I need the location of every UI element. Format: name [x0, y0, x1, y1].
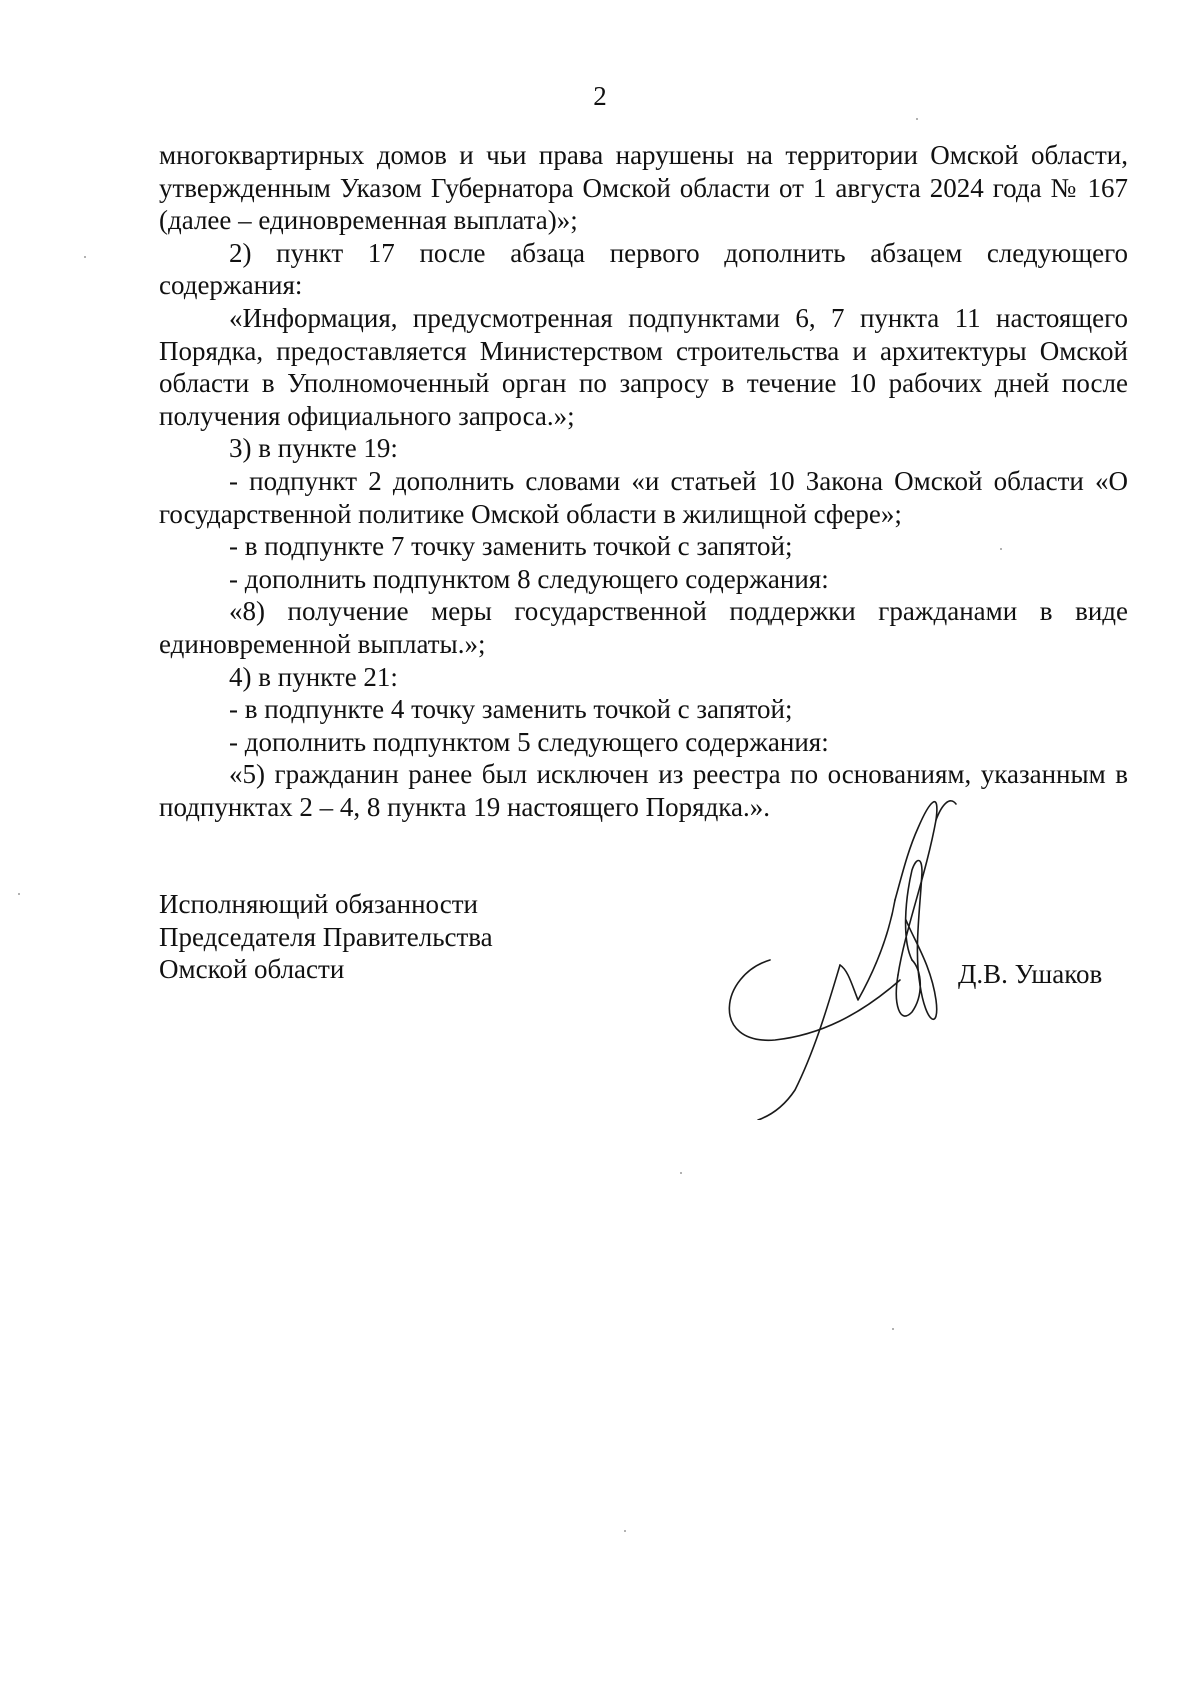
paragraph-item-4: 4) в пункте 21:	[229, 661, 398, 692]
paragraph-item-3: 3) в пункте 19:	[229, 433, 398, 464]
paragraph-subitem-4-amendment: - в подпункте 4 точку заменить точкой с запятой;	[229, 694, 793, 725]
signatory-name: Д.В. Ушаков	[958, 959, 1103, 989]
handwritten-signature	[700, 790, 1000, 1120]
scan-speck	[892, 1328, 894, 1330]
paragraph-add-subitem-8: - дополнить подпунктом 8 следующего содержания:	[229, 563, 829, 594]
signatory-position-line: Председателя Правительства	[159, 921, 493, 952]
scan-speck	[624, 1530, 626, 1532]
scan-speck	[1000, 548, 1002, 550]
paragraph-add-subitem-5: - дополнить подпунктом 5 следующего содержания:	[229, 726, 829, 757]
signatory-position	[159, 888, 493, 986]
signatory-position-line: Исполняющий обязанности	[159, 889, 478, 919]
paragraph-subitem-5-quote: «5) гражданин ранее был исключен из реестра по основаниям, указанным в подпунктах 2 – 4, 8 пункта 19 настоящего Порядка.».	[159, 759, 1128, 822]
signatory-position-line: Омской области	[159, 954, 345, 985]
paragraph-information-quote: «Информация, предусмотренная подпунктами 6, 7 пункта 11 настоящего Порядка, предоставляется Министерством строительства и архитектуры Омской области в Уполномоченный орган по запросу в течение 10 рабочих дней после получения официального запроса.»;	[159, 302, 1128, 431]
scan-speck	[680, 1172, 682, 1174]
paragraph-item-2: 2) пункт 17 после абзаца первого дополнить абзацем следующего содержания:	[159, 237, 1128, 301]
paragraph-continuation: многоквартирных домов и чьи права нарушены на территории Омской области, утвержденным Указом Губернатора Омской области от 1 августа 2024 года № 167 (далее – единовременная выплата)»;	[159, 140, 1128, 236]
paragraph-subitem-8-quote: «8) получение меры государственной поддержки гражданами в виде единовременной выплаты.»;	[159, 596, 1128, 659]
page-number: 2	[593, 81, 607, 111]
scan-speck	[84, 256, 86, 258]
scan-speck	[18, 893, 20, 895]
paragraph-subitem-7-amendment: - в подпункте 7 точку заменить точкой с запятой;	[229, 531, 793, 562]
scan-speck	[916, 118, 918, 120]
document-body	[159, 139, 1128, 823]
paragraph-subitem-2-amendment: - подпункт 2 дополнить словами «и статьей 10 Закона Омской области «О государственной политике Омской области в жилищной сфере»;	[159, 465, 1128, 529]
